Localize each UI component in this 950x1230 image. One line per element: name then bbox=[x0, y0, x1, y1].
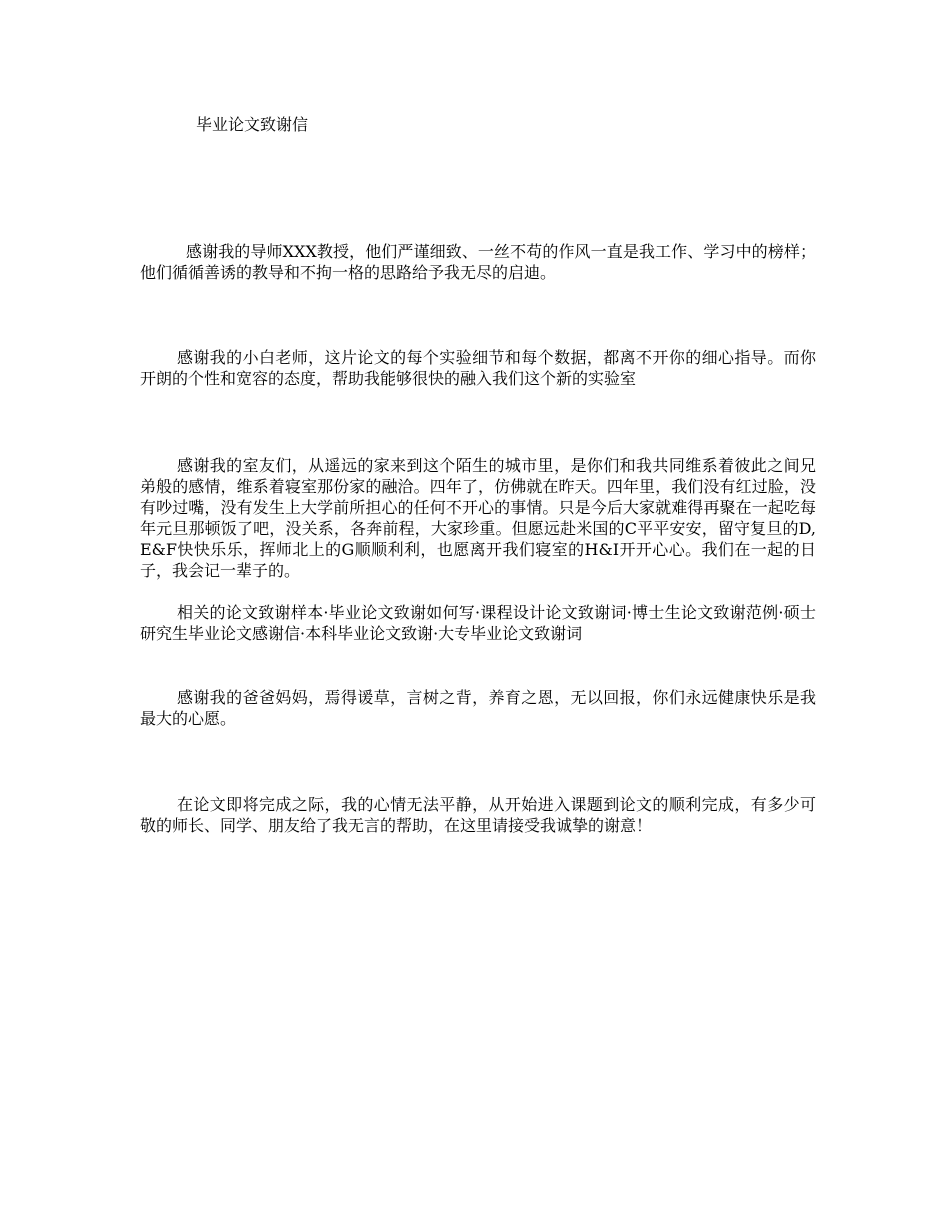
paragraph-thanks-roommates: 感谢我的室友们，从遥远的家来到这个陌生的城市里，是你们和我共同维系着彼此之间兄弟般的感情，维系着寝室那份家的融洽。四年了，仿佛就在昨天。四年里，我们没有红过脸，没有吵过嘴，没有发生上大学前所担心的任何不开心的事情。只是今后大家就难得再聚在一起吃每年元旦那顿饭了吧，没关系，各奔前程，大家珍重。但愿远赴米国的C平平安安，留守复旦的D,E&F快快乐乐，挥师北上的G顺顺利利，也愿离开我们寝室的H&I开开心心。我们在一起的日子，我会记一辈子的。 bbox=[140, 456, 816, 580]
paragraph-related-samples: 相关的论文致谢样本·毕业论文致谢如何写·课程设计论文致谢词·博士生论文致谢范例·硕士研究生毕业论文感谢信·本科毕业论文致谢·大专毕业论文致谢词 bbox=[140, 603, 816, 643]
paragraph-thanks-advisor: 感谢我的导师XXX教授，他们严谨细致、一丝不苟的作风一直是我工作、学习中的榜样；他们循循善诱的教导和不拘一格的思路给予我无尽的启迪。 bbox=[140, 242, 816, 282]
document-title: 毕业论文致谢信 bbox=[196, 115, 309, 134]
paragraph-thanks-teacher: 感谢我的小白老师，这片论文的每个实验细节和每个数据，都离不开你的细心指导。而你开朗的个性和宽容的态度，帮助我能够很快的融入我们这个新的实验室 bbox=[140, 348, 816, 388]
paragraph-thanks-parents: 感谢我的爸爸妈妈，焉得谖草，言树之背，养育之恩，无以回报，你们永远健康快乐是我最大的心愿。 bbox=[140, 688, 816, 728]
paragraph-closing-thanks: 在论文即将完成之际，我的心情无法平静，从开始进入课题到论文的顺利完成，有多少可敬的师长、同学、朋友给了我无言的帮助，在这里请接受我诚挚的谢意！ bbox=[140, 795, 816, 835]
